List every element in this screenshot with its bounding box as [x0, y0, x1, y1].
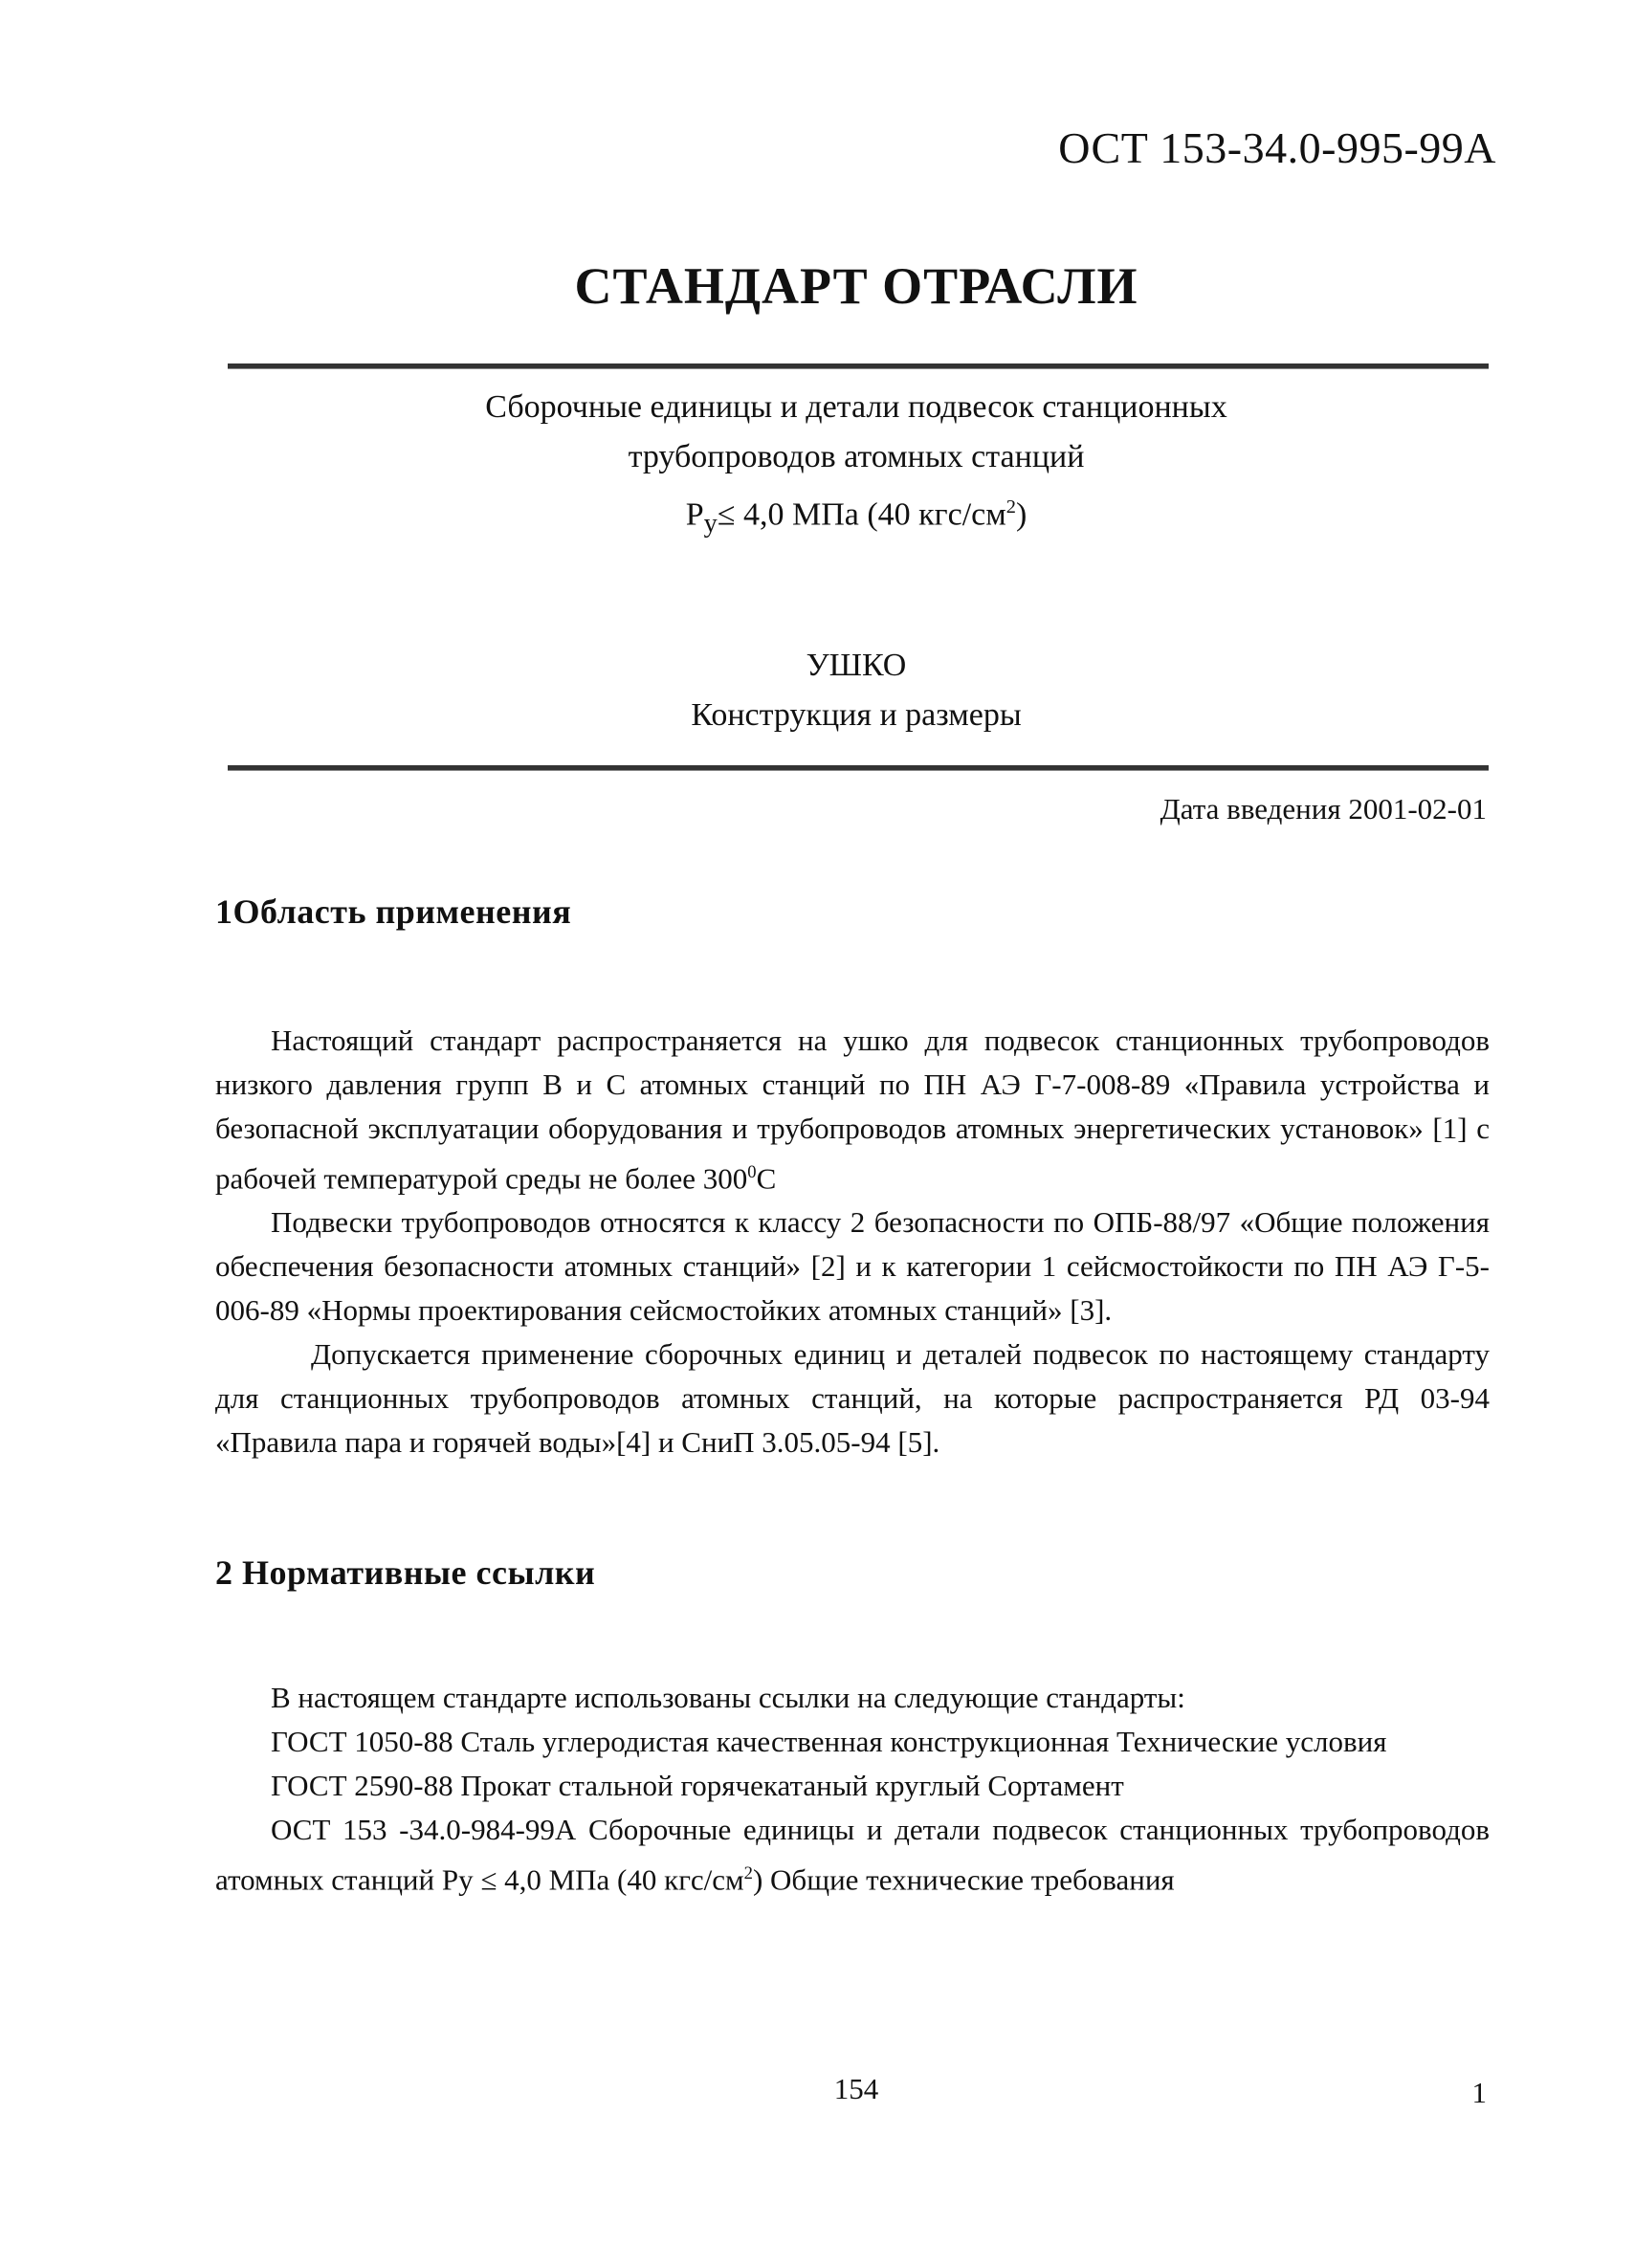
section-1-paragraph-1: Настоящий стандарт распространяется на ушко для подвесок станционных трубопроводов низкого давления групп В и С атомных станций по ПН АЭ Г-7-008-89 «Правила устройства и безопасной эксплуатации оборудования и трубопроводов атомных энергетических установок» [1] с рабочей температурой среды не более $300^0С$: [215, 1024, 1490, 1196]
document-code: ОСТ 153-34.0-995-99А: [1058, 123, 1496, 172]
section-2-body: [215, 1676, 1490, 1902]
item-name: УШКО: [806, 648, 907, 683]
reference-gost-2590: ГОСТ 2590-88 Прокат стальной горячекатаный круглый Сортамент: [271, 1769, 1124, 1802]
subtitle-block: [0, 383, 1635, 549]
pressure-close: ): [1015, 496, 1027, 533]
reference-gost-1050: ГОСТ 1050-88 Сталь углеродистая качественная конструкционная Технические условия: [271, 1725, 1387, 1758]
standard-title: СТАНДАРТ ОТРАСЛИ: [574, 257, 1138, 315]
introduction-date: Дата введения 2001-02-01: [1160, 792, 1487, 826]
item-description: Конструкция и размеры: [691, 697, 1022, 733]
section-1-paragraph-2: Подвески трубопроводов относятся к классу 2 безопасности по ОПБ-88/97 «Общие положения обеспечения безопасности атомных станций» [2] и к категории 1 сейсмостойкости по ПН АЭ Г-5-006-89 «Нормы проектирования сейсмостойких атомных станций» [3].: [215, 1205, 1490, 1328]
divider-bottom: [228, 765, 1489, 771]
page-number: 154: [833, 2072, 879, 2105]
pressure-value: ≤ 4,0 МПа (40 кгс/см: [717, 496, 1006, 533]
references-intro: В настоящем стандарте использованы ссылки на следующие стандарты:: [271, 1681, 1185, 1714]
item-block: [0, 641, 1635, 740]
sheet-number: 1: [1471, 2076, 1487, 2109]
pressure-subscript: у: [703, 509, 718, 539]
subtitle-line-1: Сборочные единицы и детали подвесок станционных: [485, 389, 1227, 425]
pressure-symbol: Р: [685, 496, 704, 533]
reference-ost-984: ОСТ 153 -34.0-984-99А Сборочные единицы и детали подвесок станционных трубопроводов атомных станций Ру ≤ 4,0 МПа (40 кгс/$см^2$) Общие технические требования: [215, 1813, 1490, 1897]
section-1-body: [215, 1019, 1490, 1464]
subtitle-line-2: трубопроводов атомных станций: [628, 439, 1085, 474]
pressure-unit-exponent: 2: [1005, 496, 1016, 517]
section-2-heading: 2 Нормативные ссылки: [215, 1553, 596, 1592]
divider-top: [228, 363, 1489, 369]
pressure-spec: [0, 482, 1635, 549]
section-1-paragraph-3: Допускается применение сборочных единиц и деталей подвесок по настоящему стандарту для станционных трубопроводов атомных станций, на которые распространяется РД 03-94 «Правила пара и горячей воды»[4] и СниП 3.05.05-94 [5].: [215, 1337, 1490, 1460]
section-1-heading: 1Область применения: [215, 892, 572, 931]
